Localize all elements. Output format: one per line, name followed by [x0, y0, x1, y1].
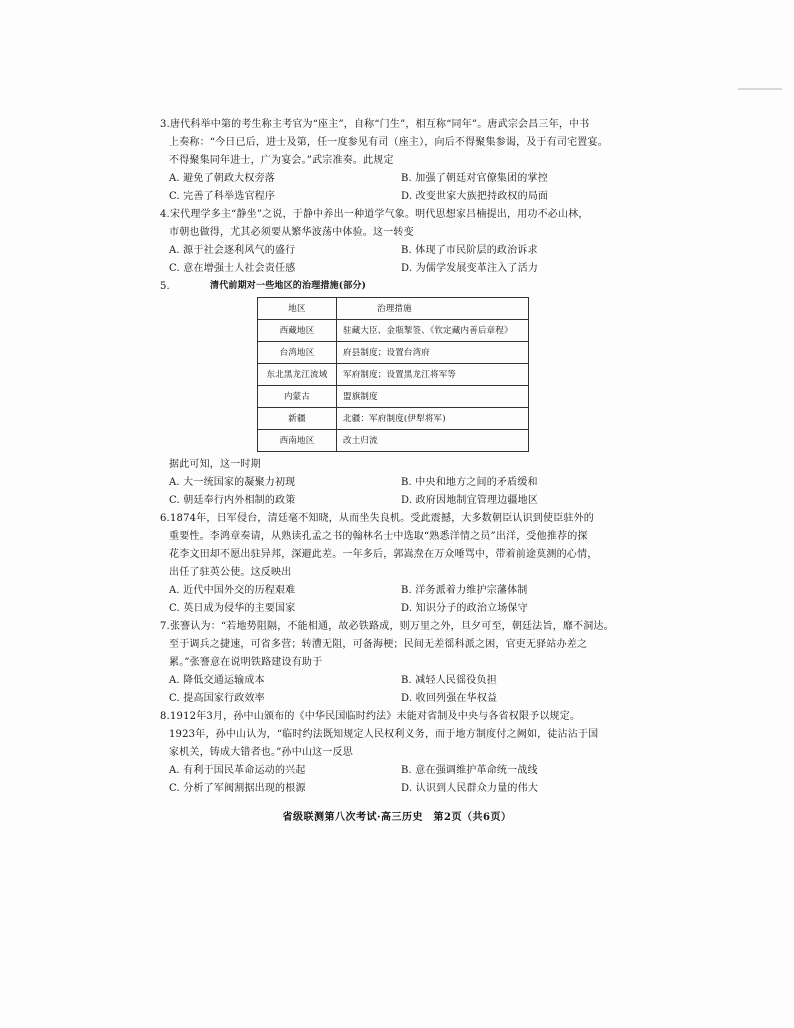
- table-cell-region: 台湾地区: [258, 342, 337, 364]
- question-4-line-1: 4.宋代理学多主“静坐”之说，于静中养出一种道学气象。明代思想家吕楠提出，用功不必山林，: [160, 209, 589, 220]
- question-4-option-c[interactable]: C. 意在增强士人社会责任感: [169, 263, 296, 274]
- question-5: [160, 278, 630, 510]
- question-8-option-d[interactable]: D. 认识到人民群众力量的伟大: [401, 783, 539, 794]
- page-footer: 省级联测第八次考试·高三历史 第2页（共6页）: [282, 812, 512, 823]
- table-row: [258, 386, 529, 408]
- question-4-option-b[interactable]: B. 体现了市民阶层的政治诉求: [401, 245, 538, 256]
- question-5-stem: 据此可知，这一时期: [169, 459, 261, 470]
- question-6-option-b[interactable]: B. 洋务派着力维护宗藩体制: [401, 585, 528, 596]
- question-8-options: [160, 762, 630, 798]
- question-5-option-c[interactable]: C. 朝廷奉行内外相制的政策: [169, 495, 296, 506]
- table-cell-region: 内蒙古: [258, 386, 337, 408]
- table-row: [258, 364, 529, 386]
- table-cell-region: 新疆: [258, 408, 337, 430]
- table-title: 清代前期对一些地区的治理措施(部分): [210, 281, 367, 291]
- table-cell-measures: 军府制度；设置黑龙江将军等: [337, 364, 529, 386]
- question-6-line-2: 重要性。李鸿章奏请，从熟读孔孟之书的翰林名士中选取“熟悉洋情之员”出洋，受他推荐的探: [169, 531, 588, 542]
- table-cell-region: 西藏地区: [258, 320, 337, 342]
- question-4-option-d[interactable]: D. 为儒学发展变革注入了活力: [401, 263, 539, 274]
- table-row: [258, 342, 529, 364]
- table-header-measures: 治理措施: [337, 298, 529, 320]
- question-7-options: [160, 672, 630, 708]
- table-cell-measures: 改土归流: [337, 430, 529, 452]
- table-cell-measures: 盟旗制度: [337, 386, 529, 408]
- question-3-line-1: 3.唐代科举中第的考生称主考官为“座主”，自称“门生”，相互称“同年”。唐武宗会昌三年，中书: [160, 119, 590, 130]
- question-7-line-2: 至于调兵之捷速，可省多营；转漕无阻，可备海梗；民间无差徭科派之困，官吏无驿站办差之: [169, 639, 588, 650]
- question-6-option-a[interactable]: A. 近代中国外交的历程艰难: [169, 585, 296, 596]
- scan-artifact: [738, 88, 782, 90]
- table-row: [258, 408, 529, 430]
- question-3-option-c[interactable]: C. 完善了科举选官程序: [169, 191, 276, 202]
- table-row: [258, 320, 529, 342]
- question-3: [160, 116, 630, 206]
- table-cell-region: 西南地区: [258, 430, 337, 452]
- question-4: [160, 206, 630, 278]
- question-7: [160, 618, 630, 708]
- question-7-option-c[interactable]: C. 提高国家行政效率: [169, 693, 265, 704]
- table-cell-measures: 驻藏大臣、金瓶掣签、《钦定藏内善后章程》: [337, 320, 529, 342]
- question-3-option-d[interactable]: D. 改变世家大族把持政权的局面: [401, 191, 549, 202]
- table-header-region: 地区: [258, 298, 337, 320]
- question-6-line-1: 6.1874年，日军侵台，清廷毫不知晓，从而坐失良机。受此震撼，大多数朝臣认识到使臣驻外的: [160, 513, 594, 524]
- question-3-option-b[interactable]: B. 加强了朝廷对官僚集团的掌控: [401, 173, 548, 184]
- question-6-line-3: 花李文田却不愿出驻异邦，深避此差。一年多后，郭嵩焘在万众唾骂中，带着前途莫测的心情，: [169, 549, 598, 560]
- question-8-line-2: 1923年，孙中山认为，“临时约法既知规定人民权利义务，而于地方制度付之阙如，徒沾沾于国: [169, 729, 599, 740]
- table-header-row: [258, 298, 529, 320]
- question-6-option-c[interactable]: C. 英日成为侵华的主要国家: [169, 603, 296, 614]
- question-8-option-c[interactable]: C. 分析了军阀割据出现的根源: [169, 783, 306, 794]
- question-7-option-d[interactable]: D. 收回列强在华权益: [401, 693, 498, 704]
- question-6-options: [160, 582, 630, 618]
- question-6: [160, 510, 630, 618]
- question-7-line-3: 累。”张謇意在说明铁路建设有助于: [169, 657, 323, 668]
- question-5-option-b[interactable]: B. 中央和地方之间的矛盾缓和: [401, 477, 538, 488]
- question-5-header: [160, 278, 630, 296]
- table-cell-measures: 北疆：军府制度(伊犁将军): [337, 408, 529, 430]
- question-6-option-d[interactable]: D. 知识分子的政治立场保守: [401, 603, 528, 614]
- question-5-options: [160, 474, 630, 510]
- governance-table: [257, 297, 529, 452]
- question-3-options: [160, 170, 630, 206]
- question-3-line-3: 不得聚集同年进士，广为宴会。”武宗准奏。此规定: [169, 155, 394, 166]
- table-cell-region: 东北黑龙江流域: [258, 364, 337, 386]
- question-7-option-b[interactable]: B. 减轻人民徭役负担: [401, 675, 497, 686]
- table-row: [258, 430, 529, 452]
- question-4-option-a[interactable]: A. 源于社会逐利风气的盛行: [169, 245, 296, 256]
- question-5-option-d[interactable]: D. 政府因地制宜管理边疆地区: [401, 495, 539, 506]
- question-3-line-2: 上奏称：“今日已后，进士及第，任一度参见有司（座主），向后不得聚集参谒，及于有司宅置宴。: [169, 137, 608, 148]
- question-8-line-3: 家机关，铸成大错者也。”孙中山这一反思: [169, 747, 353, 758]
- question-8-option-b[interactable]: B. 意在强调维护革命统一战线: [401, 765, 538, 776]
- table-cell-measures: 府县制度；设置台湾府: [337, 342, 529, 364]
- exam-content: [160, 116, 630, 798]
- question-4-options: [160, 242, 630, 278]
- question-8: [160, 708, 630, 798]
- question-6-line-4: 出任了驻英公使。这反映出: [169, 567, 292, 578]
- question-3-option-a[interactable]: A. 避免了朝政大权旁落: [169, 173, 275, 184]
- question-5-number: 5.: [160, 281, 170, 292]
- question-4-line-2: 市朝也做得，尤其必须要从繁华波荡中体验。这一转变: [169, 227, 414, 238]
- question-8-line-1: 8.1912年3月，孙中山颁布的《中华民国临时约法》未能对省制及中央与各省权限予以规定。: [160, 711, 581, 722]
- question-8-option-a[interactable]: A. 有利于国民革命运动的兴起: [169, 765, 306, 776]
- question-7-option-a[interactable]: A. 降低交通运输成本: [169, 675, 265, 686]
- question-7-line-1: 7.张謇认为：“若地势阻隔，不能相通，故必铁路成，则万里之外，旦夕可至，朝廷法旨，靡不洞达。: [160, 621, 614, 632]
- question-5-option-a[interactable]: A. 大一统国家的凝聚力初现: [169, 477, 296, 488]
